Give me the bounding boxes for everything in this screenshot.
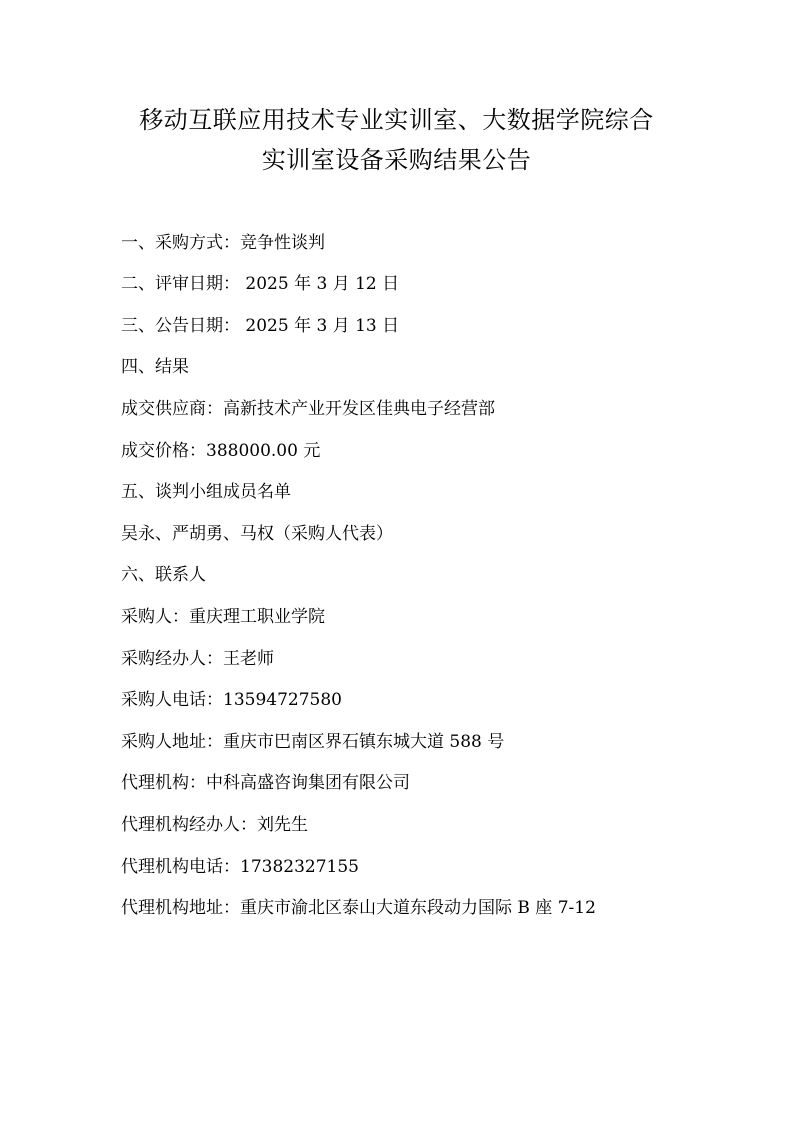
review-date: 二、评审日期： 2025 年 3 月 12 日 [121,274,400,294]
procurement-method: 一、采购方式：竞争性谈判 [121,233,325,253]
section-result-heading: 四、结果 [121,357,189,377]
agency-handler: 代理机构经办人：刘先生 [121,815,308,835]
winning-supplier: 成交供应商：高新技术产业开发区佳典电子经营部 [121,399,495,419]
document-title-line-2: 实训室设备采购结果公告 [261,146,532,174]
agency-address: 代理机构地址：重庆市渝北区泰山大道东段动力国际 B 座 7-12 [121,898,596,918]
agency: 代理机构：中科高盛咨询集团有限公司 [121,773,410,793]
agency-phone: 代理机构电话：17382327155 [121,857,359,877]
announcement-date: 三、公告日期： 2025 年 3 月 13 日 [121,316,400,336]
panel-members: 吴永、严胡勇、马权（采购人代表） [121,524,393,544]
section-contacts-heading: 六、联系人 [121,565,206,585]
section-panel-heading: 五、谈判小组成员名单 [121,482,291,502]
purchaser: 采购人：重庆理工职业学院 [121,607,325,627]
document-title-line-1: 移动互联应用技术专业实训室、大数据学院综合 [139,106,654,134]
purchaser-handler: 采购经办人：王老师 [121,649,274,669]
winning-price: 成交价格：388000.00 元 [121,441,321,461]
purchaser-address: 采购人地址：重庆市巴南区界石镇东城大道 588 号 [121,732,505,752]
purchaser-phone: 采购人电话：13594727580 [121,690,342,710]
